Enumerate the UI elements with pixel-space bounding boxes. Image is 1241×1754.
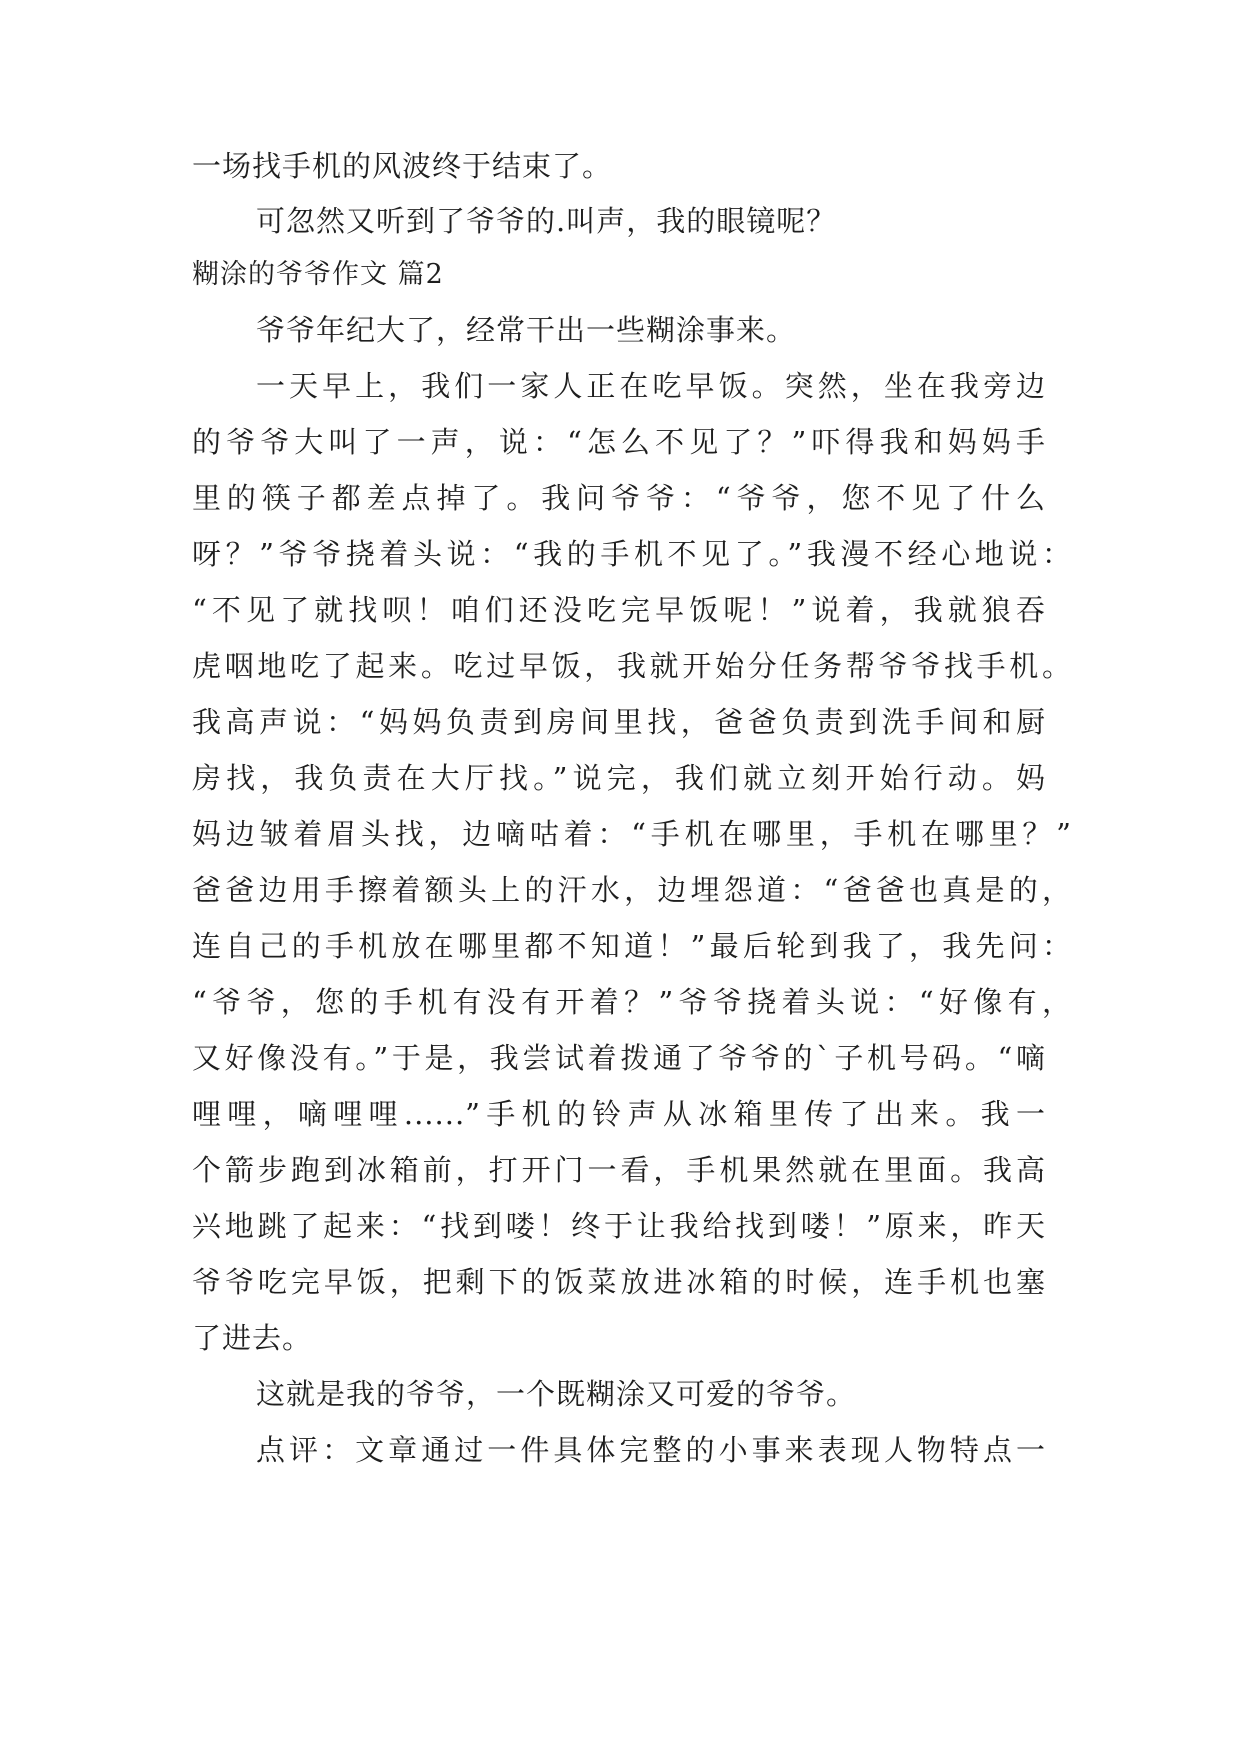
text-line: 兴地跳了起来：“找到喽！终于让我给找到喽！”原来，昨天 [192, 1209, 1046, 1243]
text-line: 呀？”爷爷挠着头说：“我的手机不见了。”我漫不经心地说： [192, 537, 1072, 571]
text-line: 了进去。 [192, 1321, 313, 1355]
text-line: “爷爷，您的手机有没有开着？”爷爷挠着头说：“好像有， [192, 985, 1072, 1019]
text-line: 又好像没有。”于是，我尝试着拨通了爷爷的`子机号码。“嘀 [192, 1041, 1046, 1075]
text-line: 哩哩，嘀哩哩......”手机的铃声从冰箱里传了出来。我一 [192, 1097, 1046, 1131]
text-line: “不见了就找呗！咱们还没吃完早饭呢！”说着，我就狼吞 [192, 593, 1046, 627]
text-line: 房找，我负责在大厅找。”说完，我们就立刻开始行动。妈 [192, 761, 1046, 795]
text-line: 点评：文章通过一件具体完整的小事来表现人物特点一 [256, 1433, 1046, 1467]
text-line: 爷爷吃完早饭，把剩下的饭菜放进冰箱的时候，连手机也塞 [192, 1265, 1046, 1299]
text-line: 一场找手机的风波终于结束了。 [192, 149, 613, 183]
text-line: 爸爸边用手擦着额头上的汗水，边埋怨道：“爸爸也真是的， [192, 873, 1072, 907]
text-line: 虎咽地吃了起来。吃过早饭，我就开始分任务帮爷爷找手机。 [192, 649, 1072, 683]
text-line: 我高声说：“妈妈负责到房间里找，爸爸负责到洗手间和厨 [192, 705, 1046, 739]
text-line: 可忽然又听到了爷爷的.叫声，我的眼镜呢？ [256, 204, 837, 238]
text-line: 爷爷年纪大了，经常干出一些糊涂事来。 [256, 313, 797, 347]
text-line: 这就是我的爷爷，一个既糊涂又可爱的爷爷。 [256, 1377, 857, 1411]
text-line: 的爷爷大叫了一声，说：“怎么不见了？”吓得我和妈妈手 [192, 425, 1046, 459]
text-line: 妈边皱着眉头找，边嘀咕着：“手机在哪里，手机在哪里？” [192, 817, 1072, 851]
text-line: 个箭步跑到冰箱前，打开门一看，手机果然就在里面。我高 [192, 1153, 1046, 1187]
section-heading: 糊涂的爷爷作文 篇2 [192, 259, 444, 290]
text-line: 里的筷子都差点掉了。我问爷爷：“爷爷，您不见了什么 [192, 481, 1046, 515]
text-line: 连自己的手机放在哪里都不知道！”最后轮到我了，我先问： [192, 929, 1072, 963]
text-line: 一天早上，我们一家人正在吃早饭。突然，坐在我旁边 [256, 369, 1046, 403]
